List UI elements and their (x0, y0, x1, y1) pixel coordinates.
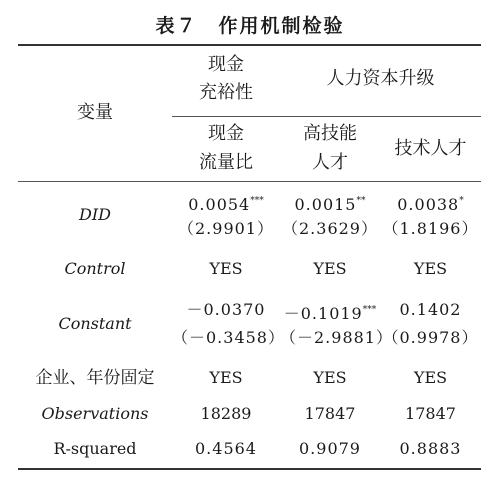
constant-col1-coef: －0.0370 (186, 300, 266, 319)
control-col1: YES (209, 259, 243, 278)
header-human-capital-upgrade: 人力资本升级 (326, 68, 435, 89)
fixed-col1: YES (209, 368, 243, 387)
obs-col3: 17847 (405, 404, 456, 423)
header-variable: 变量 (77, 102, 113, 123)
row-label-did: DID (79, 205, 111, 224)
header-col2-line2: 人才 (312, 152, 348, 173)
control-col2: YES (313, 259, 347, 278)
constant-col2-coef: －0.1019*** (283, 304, 377, 323)
header-col1-line2: 流量比 (199, 152, 253, 173)
row-label-r-squared: R-squared (53, 439, 137, 458)
rsq-col1: 0.4564 (195, 439, 257, 458)
row-label-constant: Constant (58, 314, 132, 333)
did-col1-coef: 0.0054*** (188, 195, 264, 214)
rsq-col3: 0.8883 (399, 439, 462, 458)
did-col2-tstat: （2.3629） (282, 219, 378, 238)
header-col3: 技术人才 (394, 138, 467, 159)
table-title: 表７ 作用机制检验 (155, 15, 345, 37)
did-col2-coef: 0.0015** (294, 195, 366, 214)
did-col1-tstat: （2.9901） (178, 219, 274, 238)
bottom-rule (18, 468, 481, 470)
constant-col3-tstat: （0.9978） (382, 328, 479, 347)
top-rule (18, 44, 481, 46)
obs-col2: 17847 (304, 404, 356, 423)
group-underline (172, 116, 481, 117)
row-label-fixed-effects: 企业、年份固定 (35, 368, 155, 388)
did-col3-coef: 0.0038* (397, 195, 464, 214)
header-cash-sufficiency-line1: 现金 (208, 54, 244, 75)
constant-col2-tstat: （－2.9881） (280, 328, 393, 347)
constant-col3-coef: 0.1402 (399, 300, 462, 319)
header-col1-line1: 现金 (208, 123, 244, 144)
obs-col1: 18289 (200, 404, 252, 423)
constant-col1-tstat: （－0.3458） (172, 328, 285, 347)
header-col2-line1: 高技能 (303, 123, 357, 144)
row-label-observations: Observations (41, 404, 149, 423)
rsq-col2: 0.9079 (299, 439, 361, 458)
header-cash-sufficiency-line2: 充裕性 (199, 82, 253, 103)
row-label-control: Control (64, 259, 126, 278)
fixed-col3: YES (413, 368, 448, 387)
fixed-col2: YES (313, 368, 347, 387)
did-col3-tstat: （1.8196） (382, 219, 479, 238)
control-col3: YES (413, 259, 448, 278)
header-rule (18, 181, 481, 182)
